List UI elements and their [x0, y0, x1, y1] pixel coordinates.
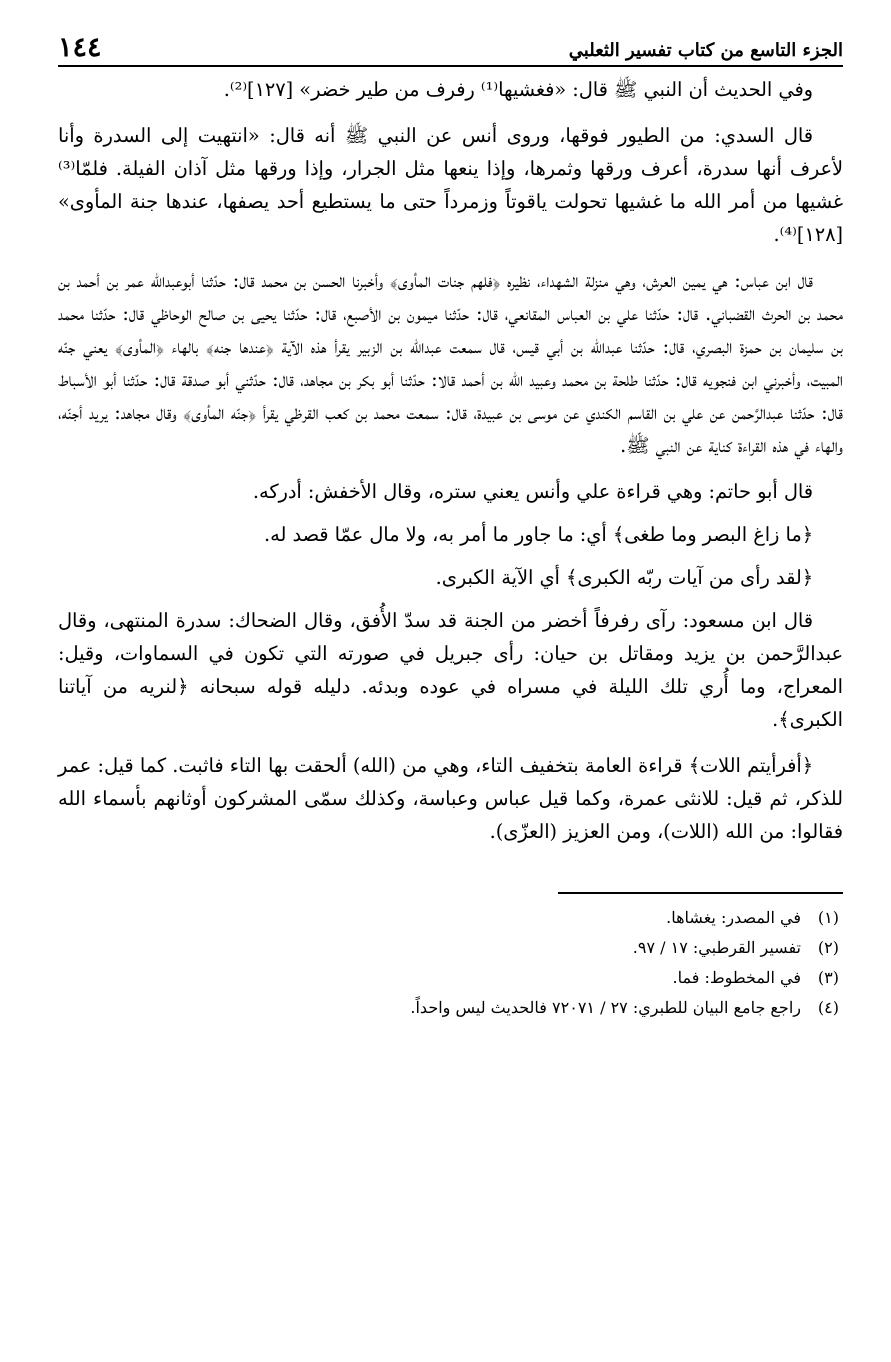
footnote-divider: [558, 892, 843, 894]
footnote-item: [58, 933, 843, 963]
main-text: [58, 73, 843, 848]
footnote-text: راجع جامع البيان للطبري: ٢٧ / ٧٢٠٧١ فالحديث ليس واحداً.: [410, 998, 801, 1017]
paragraph-suddi: قال السدي: من الطيور فوقها، وروى أنس عن النبي ﷺ أنه قال: «انتهيت إلى السدرة وأنا لأعرف أنها سدرة، أعرف ورقها وثمرها، وإذا ينعها مثل الجرار، وإذا ورقها مثل آذان الفيلة. فلمّا⁽³⁾ غشيها من أمر الله ما غشيها تحولت ياقوتاً وزمرداً حتى ما يستطيع أحد يصفها، عندها جنة المأوى» [١٢٨]⁽⁴⁾.: [58, 124, 843, 246]
page-header: [58, 24, 843, 67]
page-number: ١٤٤: [58, 32, 102, 63]
paragraph-allat: ﴿أفرأيتم اللات﴾ قراءة العامة بتخفيف التاء، وهي من (الله) ألحقت بها التاء فاثبت. كما قيل: عمر للذكر، ثم قيل: للانثى عمرة، وكما قيل عباس وعباسة، وكذلك سمّى المشركون أوثانهم بأسماء الله فقالوا: من الله (اللات)، ومن العزيز (العزّى).: [58, 754, 843, 843]
paragraph-laqad-raa: ﴿لقد رأى من آيات ربّه الكبرى﴾ أي الآية الكبرى.: [435, 566, 813, 589]
footnote-mark: (٤): [817, 998, 839, 1017]
paragraph-ma-zagh: ﴿ما زاغ البصر وما طغى﴾ أي: ما جاور ما أمر به، ولا مال عمّا قصد له.: [263, 523, 813, 546]
footnote-text: تفسير القرطبي: ١٧ / ٩٧.: [632, 938, 801, 957]
footnote-item: [58, 963, 843, 993]
paragraph-abu-hatim: قال أبو حاتم: وهي قراءة علي وأنس يعني ستره، وقال الأخفش: أدركه.: [252, 480, 813, 503]
paragraph-ibn-abbas: قال ابن عباس: هي يمين العرش، وهي منزلة الشهداء، نظيره ﴿فلهم جنات المأوى﴾ وأخبرنا الحسن بن محمد قال: حدّثنا أبوعبدالله عمر بن أحمد بن محمد بن الحرث القضباني. قال: حدّثنا علي بن العباس المقانعي، قال: حدّثنا ميمون بن الأصبع، قال: حدّثنا يحيى بن صالح الوحاظي قال: حدّثنا محمد بن سليمان بن حمزة البصري، قال: حدّثنا عبدالله بن أبي قيس، قال سمعت عبدالله بن الزبير يقرأ هذه الآية ﴿عندها جنه﴾ بالهاء ﴿المأوى﴾ يعني جنّه المبيت، وأخبرني ابن فنجويه قال: حدّثنا طلحة بن محمد وعبيد الله بن أحمد قالا: حدّثنا أبو بكر بن مجاهد، قال: حدّثني أبو صدقة قال: حدّثنا أبو الأسباط قال: حدّثنا عبدالرَّحمن عن علي بن القاسم الكندي عن موسى بن عبيدة، قال: سمعت محمد بن كعب القرظي يقرأ ﴿جنّه المأوى﴾ وقال مجاهد: يريد أجنّه، والهاء في هذه القراءة كناية عن النبي ﷺ.: [58, 269, 843, 457]
footnote-item: [58, 993, 843, 1023]
footnote-text: في المخطوط: فما.: [672, 968, 801, 987]
footnote-mark: (٢): [817, 938, 839, 957]
footnote-text: في المصدر: يغشاها.: [666, 908, 801, 927]
footnote-mark: (١): [817, 908, 839, 927]
footnote-item: [58, 903, 843, 933]
footnote-list: [58, 903, 843, 1023]
paragraph-hadith: وفي الحديث أن النبي ﷺ قال: «فغشيها⁽¹⁾ رفرف من طير خضر» [١٢٧]⁽²⁾.: [223, 78, 813, 101]
footnotes: [58, 892, 843, 1023]
paragraph-ibn-masud: قال ابن مسعود: رآى رفرفاً أخضر من الجنة قد سدّ الأُفق، وقال الضحاك: سدرة المنتهى، وقال عبدالرَّحمن بن يزيد ومقاتل بن حيان: رأى جبريل في صورته التي تكون في السماوات، وقيل: المعراج، وما أُري تلك الليلة في مسراه في عوده وبدئه. دليله قوله سبحانه ﴿لنريه من آياتنا الكبرى﴾.: [58, 609, 843, 731]
running-title: الجزء التاسع من كتاب تفسير الثعلبي: [568, 40, 843, 61]
footnote-mark: (٣): [817, 968, 839, 987]
